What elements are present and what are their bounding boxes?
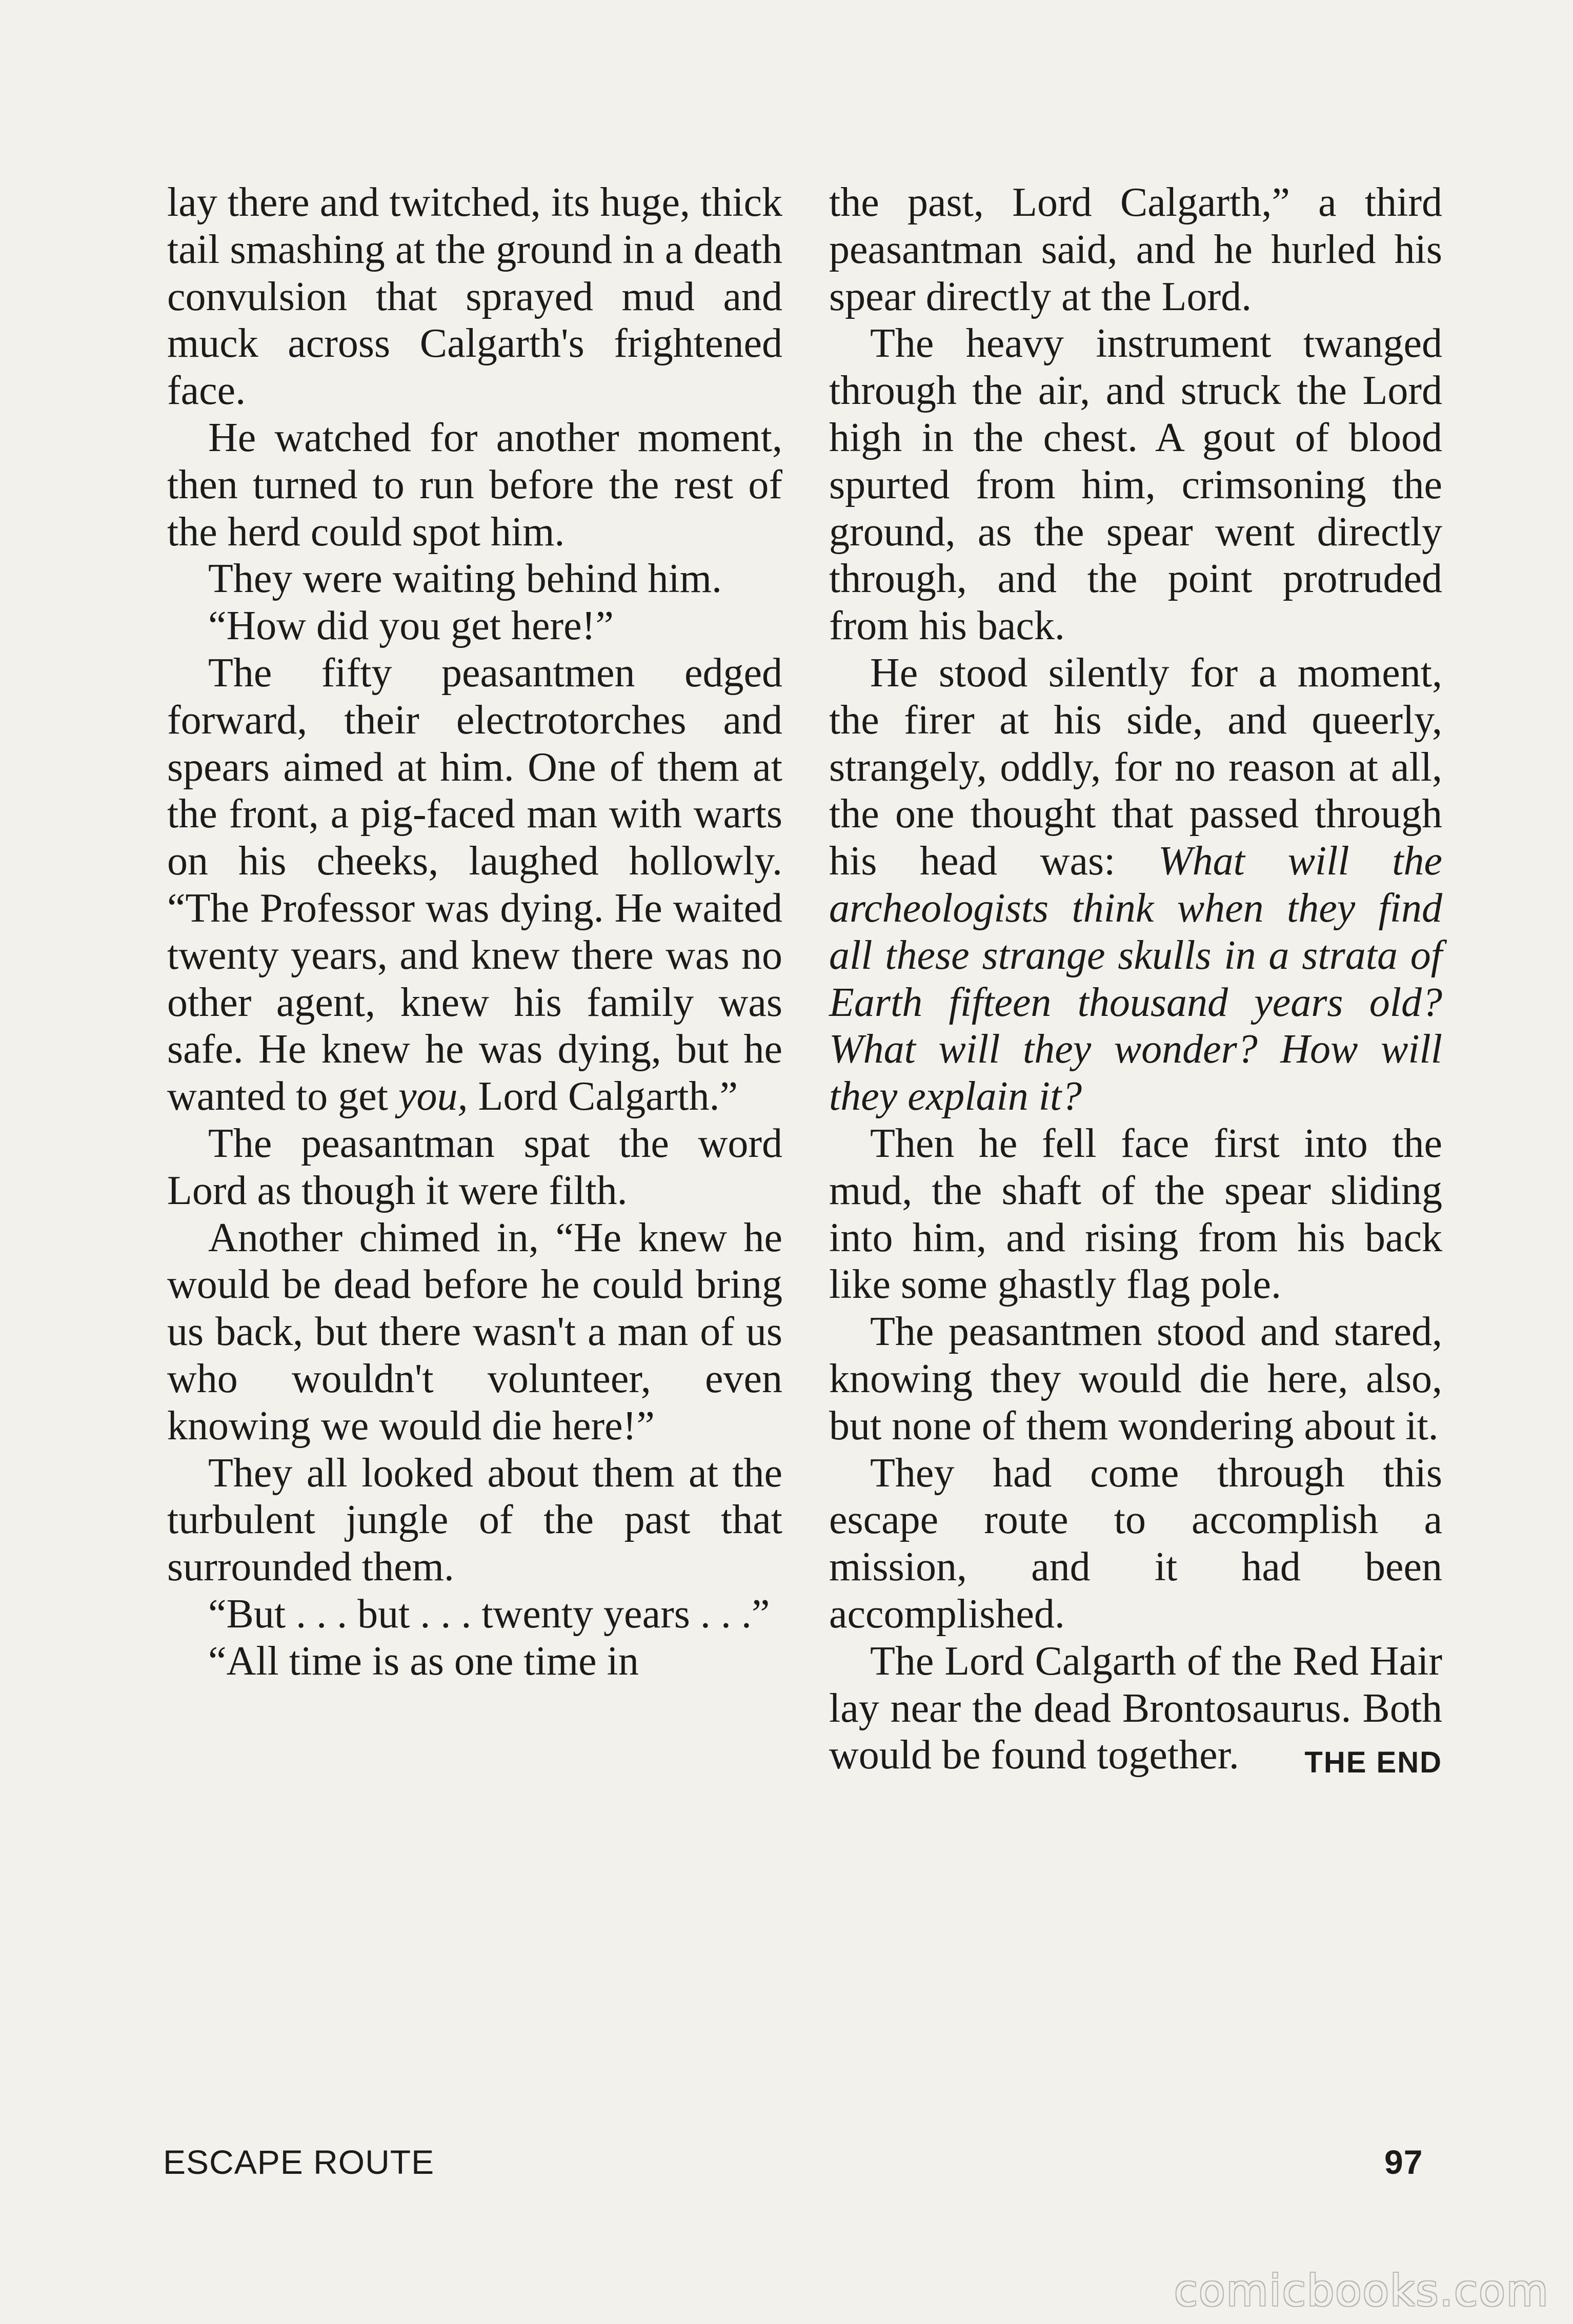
paragraph: “But . . . but . . . twenty years . . .” xyxy=(208,1591,770,1637)
emphasis-text: you, xyxy=(398,1074,468,1119)
the-end-mark: THE END xyxy=(1304,1746,1442,1780)
paragraph: The peasantman spat the word Lord as though it were filth. xyxy=(167,1120,782,1213)
paragraph: The heavy instrument twanged through the air, and struck the Lord high in the chest. A gout of blood spurted from him, crimsoning the ground, as the spear went directly through, and the point protruded from his back. xyxy=(829,321,1442,649)
paragraph-with-italic-thought xyxy=(829,650,1442,1120)
paragraph: They were waiting behind him. xyxy=(208,556,722,602)
paragraph-text: The fifty peasantmen edged forward, their electrotorches and spears aimed at him. One of them at the front, a pig-faced man with warts on his cheeks, laughed hollowly. “The Professor was dying. He waited twenty years, and knew there was no other agent, knew his family was safe. He knew he was dying, but he wanted to get xyxy=(167,650,782,1119)
paragraph: They had come through this escape route to accomplish a mission, and it had been accomplished. xyxy=(829,1450,1442,1637)
watermark: comicbooks.com xyxy=(1174,2266,1549,2316)
left-column xyxy=(167,179,782,1685)
paragraph: The peasantmen stood and stared, knowing they would die here, also, but none of them wondering about it. xyxy=(829,1309,1442,1449)
paragraph: They all looked about them at the turbulent jungle of the past that surrounded them. xyxy=(167,1450,782,1590)
page-number: 97 xyxy=(1384,2143,1423,2181)
paragraph: Another chimed in, “He knew he would be dead before he could bring us back, but there wasn't a man of us who wouldn't volunteer, even knowing we would die here!” xyxy=(167,1215,782,1449)
paragraph: “All time is as one time in xyxy=(208,1638,639,1684)
paragraph: the past, Lord Calgarth,” a third peasantman said, and he hurled his spear directly at the Lord. xyxy=(829,180,1442,319)
paragraph: Then he fell face first into the mud, the shaft of the spear sliding into him, and rising from his back like some ghastly flag pole. xyxy=(829,1120,1442,1308)
paragraph-text: He stood silently for a moment, the firer at his side, and queerly, strangely, oddly, for no reason at all, the one thought that passed through his head was: xyxy=(829,650,1442,884)
paragraph: He watched for another moment, then turned to run before the rest of the herd could spot him. xyxy=(167,415,782,555)
running-footer-title: ESCAPE ROUTE xyxy=(163,2143,435,2181)
paragraph: “How did you get here!” xyxy=(208,603,614,649)
paragraph-final xyxy=(829,1638,1442,1779)
paragraph-with-emphasis xyxy=(167,650,782,1120)
paragraph-text-tail: Lord Calgarth.” xyxy=(468,1074,738,1119)
paragraph: lay there and twitched, its huge, thick tail smashing at the ground in a death convulsion that sprayed mud and muck across Calgarth's frightened face. xyxy=(167,180,782,414)
right-column xyxy=(829,179,1442,1786)
paragraph-text: The Lord Calgarth of the Red Hair lay near the dead Brontosaurus. Both would be found together. xyxy=(829,1638,1442,1778)
italic-thought: What will the archeologists think when they find all these strange skulls in a strata of Earth fifteen thousand years old? What will they wonder? How will they explain it? xyxy=(829,839,1443,1119)
